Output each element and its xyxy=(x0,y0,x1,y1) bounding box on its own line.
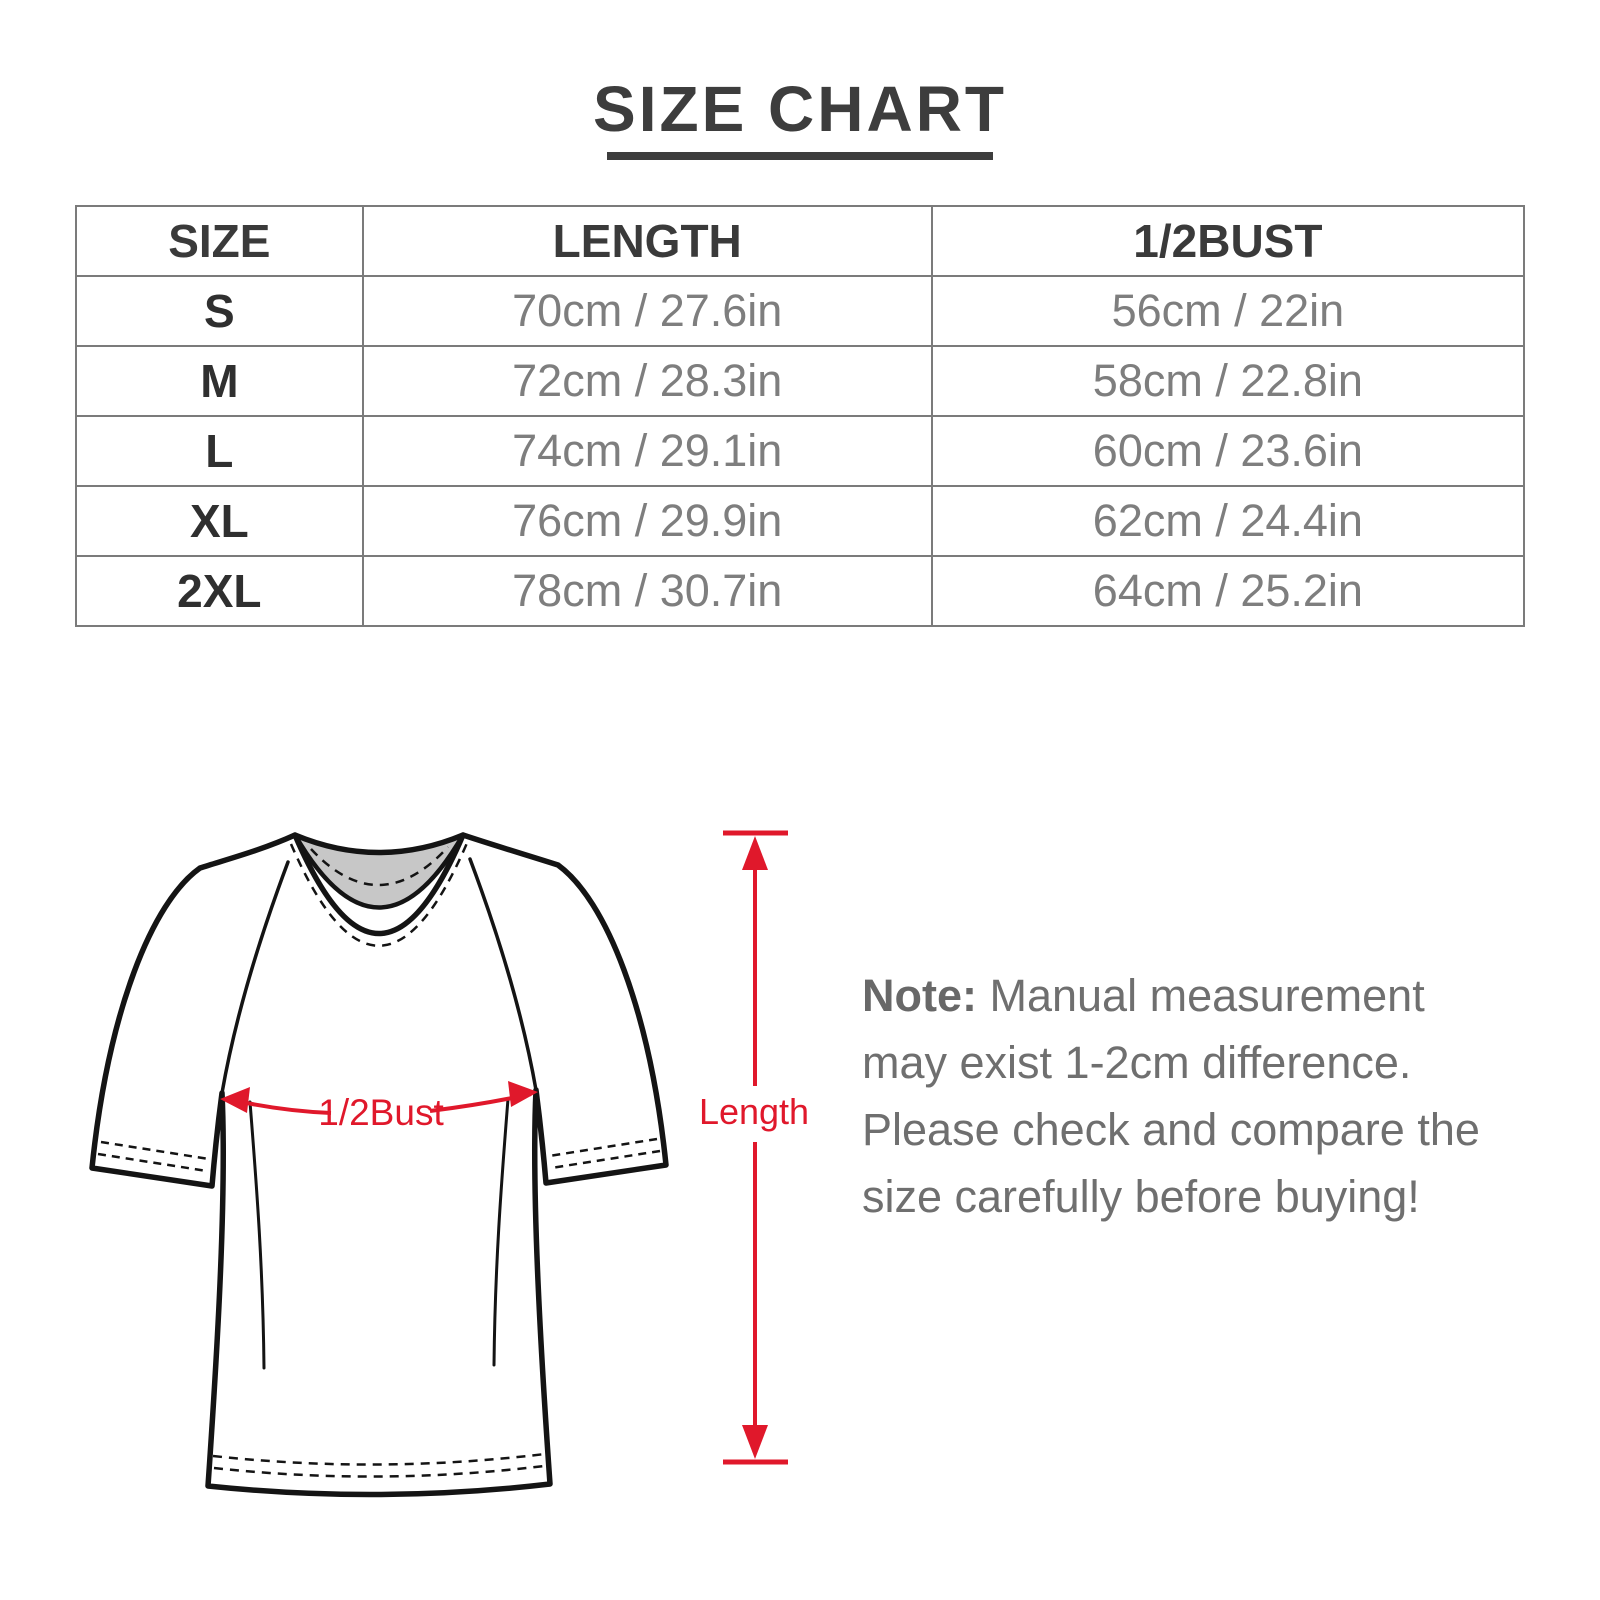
size-value: 2XL xyxy=(76,556,363,626)
bust-value: 60cm / 23.6in xyxy=(932,416,1524,486)
note-body: Manual measurement may exist 1-2cm difference. Please check and compare the size carefully before buying! xyxy=(862,970,1480,1222)
page-title-block xyxy=(0,72,1600,160)
length-label: Length xyxy=(698,1091,810,1132)
bust-label: 1/2Bust xyxy=(318,1092,444,1133)
table-row xyxy=(76,346,1524,416)
bust-value: 58cm / 22.8in xyxy=(932,346,1524,416)
length-value: 72cm / 28.3in xyxy=(363,346,932,416)
bust-value: 64cm / 25.2in xyxy=(932,556,1524,626)
length-value: 78cm / 30.7in xyxy=(363,556,932,626)
size-value: L xyxy=(76,416,363,486)
size-value: M xyxy=(76,346,363,416)
header-size: SIZE xyxy=(76,206,363,276)
title-underline xyxy=(607,152,993,160)
length-value: 76cm / 29.9in xyxy=(363,486,932,556)
table-row xyxy=(76,556,1524,626)
length-value: 70cm / 27.6in xyxy=(363,276,932,346)
table-row xyxy=(76,486,1524,556)
tshirt-outline-drawing xyxy=(92,835,666,1495)
bust-value: 62cm / 24.4in xyxy=(932,486,1524,556)
table-row xyxy=(76,276,1524,346)
length-arrowhead-down-icon xyxy=(742,1425,768,1459)
header-length: LENGTH xyxy=(363,206,932,276)
size-value: S xyxy=(76,276,363,346)
header-halfbust: 1/2BUST xyxy=(932,206,1524,276)
length-arrowhead-up-icon xyxy=(742,836,768,870)
bust-value: 56cm / 22in xyxy=(932,276,1524,346)
note-prefix: Note: xyxy=(862,970,977,1021)
table-row xyxy=(76,416,1524,486)
tshirt-body xyxy=(92,835,666,1495)
page-title: SIZE CHART xyxy=(593,73,1007,145)
size-table xyxy=(75,205,1525,627)
length-value: 74cm / 29.1in xyxy=(363,416,932,486)
table-header-row xyxy=(76,206,1524,276)
length-measure-arrow xyxy=(699,833,809,1462)
size-value: XL xyxy=(76,486,363,556)
measurement-note xyxy=(862,962,1522,1230)
